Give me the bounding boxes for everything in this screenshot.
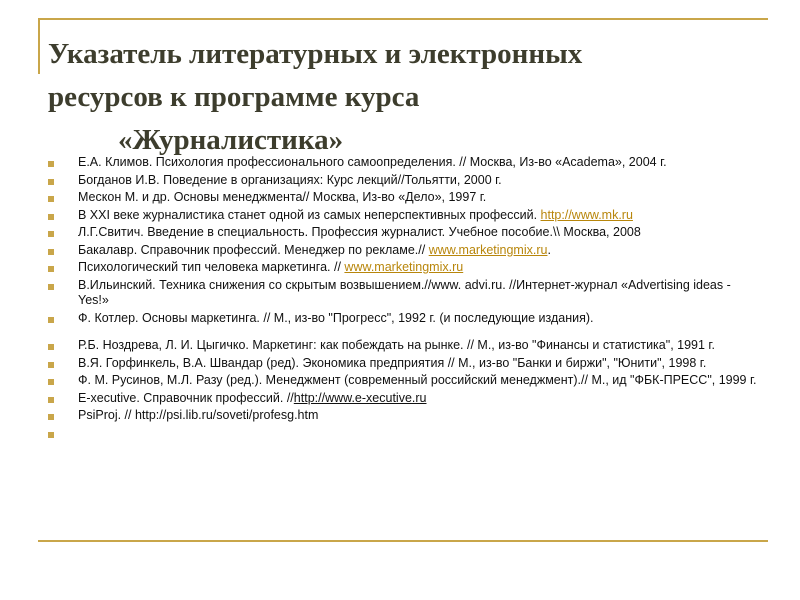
bullet-icon (48, 284, 54, 290)
item-text: Л.Г.Свитич. Введение в специальность. Профессия журналист. Учебное пособие.\\ Москва, 2008 (78, 225, 641, 239)
resource-list (48, 155, 760, 442)
list-item (48, 260, 760, 276)
item-text: Бакалавр. Справочник профессий. Менеджер по рекламе.// (78, 242, 429, 257)
mk-link[interactable]: http://www.mk.ru (540, 207, 633, 222)
title-line-2: ресурсов к программе курса (48, 81, 420, 113)
list-item-empty (48, 426, 760, 440)
item-text: Е.А. Климов. Психология профессионального самоопределения. // Москва, Из-во «Academa», 2004 г. (78, 155, 667, 169)
item-text: Ф. М. Русинов, М.Л. Разу (ред.). Менеджмент (современный российский менеджмент).// М., ид "ФБК-ПРЕСС", 1999 г. (78, 373, 757, 387)
item-text: Психологический тип человека маркетинга. // (78, 260, 345, 274)
slide-title (48, 33, 748, 162)
item-text-suffix: . (547, 242, 551, 257)
bullet-icon (48, 249, 54, 255)
list-item (48, 155, 760, 171)
bullet-icon (48, 266, 54, 272)
item-text: Мескон М. и др. Основы менеджмента// Москва, Из-во «Дело», 1997 г. (78, 190, 487, 204)
list-item (48, 173, 760, 189)
bottom-rule (38, 540, 768, 542)
item-text: В.Я. Горфинкель, В.А. Швандар (ред). Экономика предприятия // М., из-во "Банки и биржи", "Юнити", 1998 г. (78, 355, 707, 370)
bullet-icon (48, 214, 54, 220)
bullet-icon (48, 414, 54, 420)
item-text: E-xecutive. Справочник профессий. // (78, 390, 294, 405)
list-item (48, 338, 760, 354)
title-line-3: «Журналистика» (118, 124, 344, 156)
bullet-icon (48, 161, 54, 167)
list-item (48, 208, 760, 224)
bullet-icon (48, 432, 54, 438)
list-item (48, 391, 760, 407)
item-text: Богданов И.В. Поведение в организациях: Курс лекций//Тольятти, 2000 г. (78, 172, 502, 187)
bullet-icon (48, 179, 54, 185)
bullet-icon (48, 379, 54, 385)
executive-link[interactable]: http://www.e-xecutive.ru (293, 390, 427, 405)
bullet-icon (48, 362, 54, 368)
list-item (48, 408, 760, 424)
list-item (48, 225, 760, 241)
top-rule (38, 18, 768, 20)
bullet-icon (48, 317, 54, 323)
item-text: Р.Б. Ноздрева, Л. И. Цыгичко. Маркетинг: как побеждать на рынке. // М., из-во "Финансы и статистика", 1991 г. (78, 338, 715, 352)
item-text: В.Ильинский. Техника снижения со скрытым возвышением.//www. advi.ru. //Интернет-журнал «Advertising ideas - Yes!» (78, 277, 731, 307)
bullet-icon (48, 231, 54, 237)
marketingmix-link[interactable]: www.marketingmix.ru (344, 260, 464, 274)
bullet-icon (48, 196, 54, 202)
list-item (48, 243, 760, 259)
bullet-icon (48, 344, 54, 350)
list-item (48, 373, 760, 389)
marketingmix-link[interactable]: www.marketingmix.ru (428, 242, 548, 257)
item-text: В XXI веке журналистика станет одной из самых неперспективных профессий. (78, 207, 541, 222)
title-line-1: Указатель литературных и электронных (48, 38, 583, 70)
item-text: PsiProj. // http://psi.lib.ru/soveti/profesg.htm (78, 408, 319, 422)
left-rule (38, 18, 40, 74)
item-text: Ф. Котлер. Основы маркетинга. // М., из-во "Прогресс", 1992 г. (и последующие издания). (78, 310, 594, 325)
list-item (48, 278, 760, 309)
bullet-icon (48, 397, 54, 403)
list-item (48, 356, 760, 372)
list-item (48, 311, 760, 327)
list-item (48, 190, 760, 206)
